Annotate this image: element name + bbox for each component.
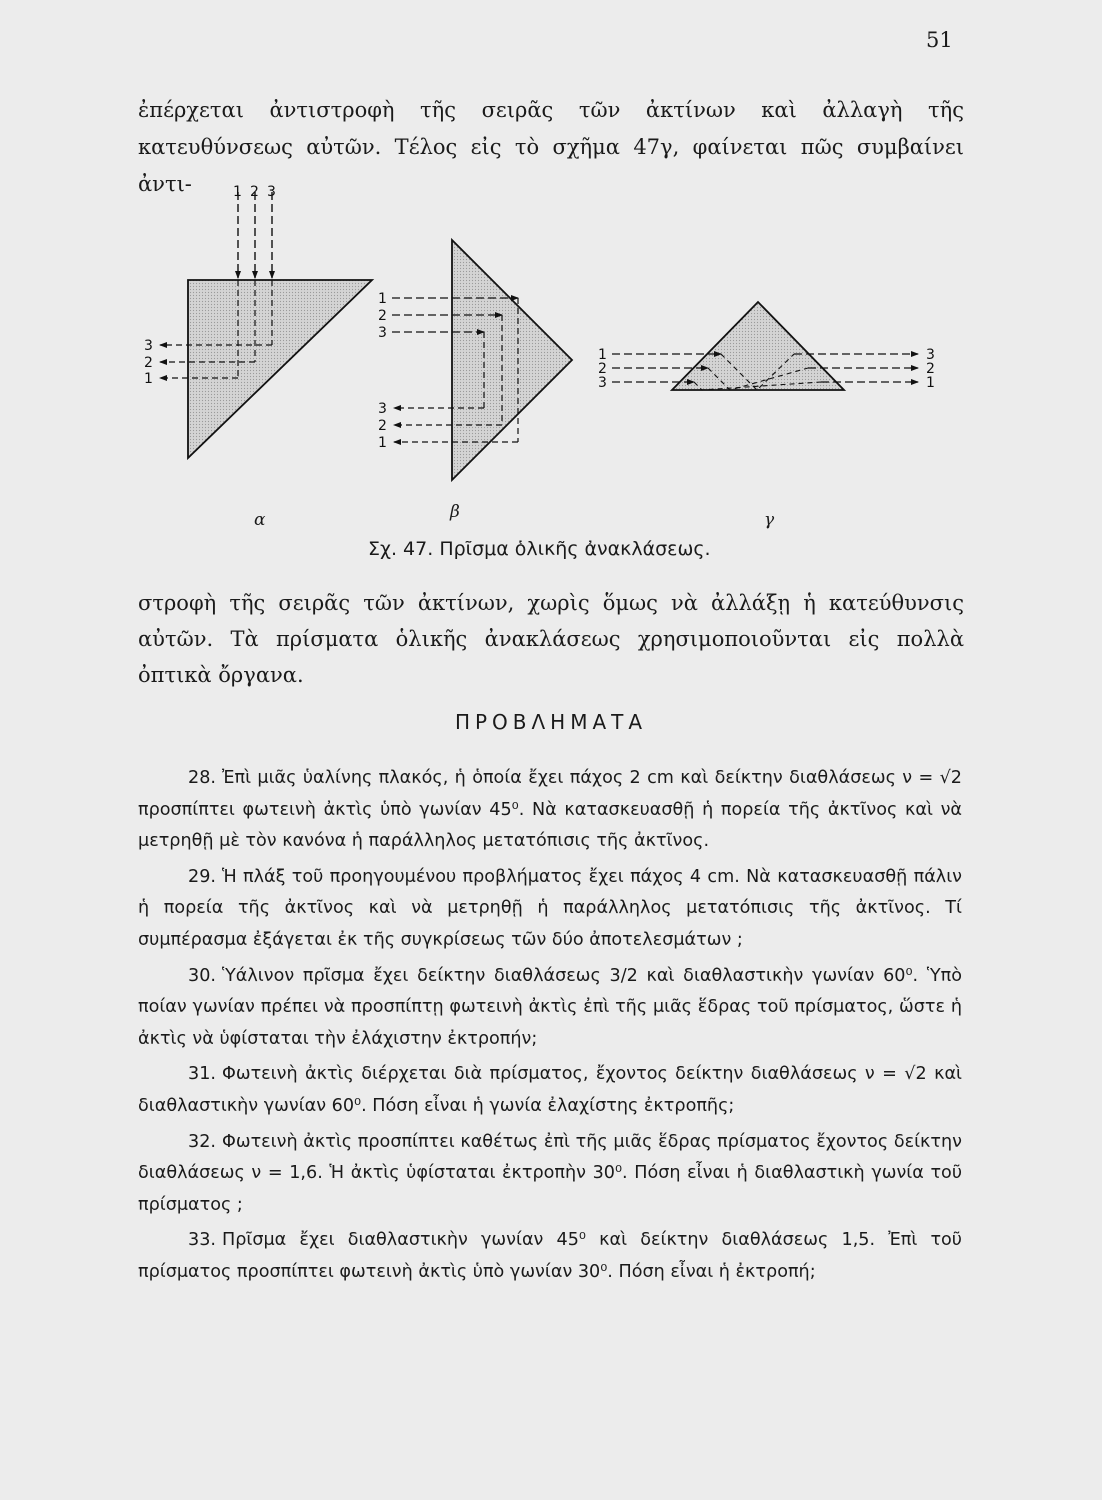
- ray-label-3: 3: [144, 338, 153, 354]
- problem-28: [138, 763, 962, 858]
- problem-text: Πρῖσμα ἔχει διαθλαστικὴν γωνίαν 45⁰ καὶ δείκτην διαθλάσεως 1,5. Ἐπὶ τοῦ πρίσματος προσπίπτει φωτεινὴ ἀκτὶς ὑπὸ γωνίαν 30⁰. Πόση εἶναι ἡ ἐκτροπή;: [138, 1230, 962, 1282]
- diagram-gamma: [612, 302, 918, 390]
- problem-number: 28.: [188, 768, 216, 788]
- ray-label-1: 1: [598, 347, 607, 363]
- page-number: 51: [926, 28, 953, 52]
- diagram-alpha: [160, 192, 372, 458]
- ray-label-3: 3: [926, 347, 935, 363]
- problem-30: [138, 961, 962, 1056]
- ray-label-2: 2: [144, 355, 153, 371]
- prism-gamma: [672, 302, 844, 390]
- figure-47: [120, 180, 960, 580]
- intro-paragraph: ἐπέρχεται ἀντιστροφὴ τῆς σειρᾶς τῶν ἀκτίνων καὶ ἀλλαγὴ τῆς κατευθύνσεως αὐτῶν. Τέλος εἰς τὸ σχῆμα 47γ, φαίνεται πῶς συμβαίνει ἀντι-: [138, 98, 964, 196]
- problem-29: [138, 862, 962, 957]
- section-title: ΠΡΟΒΛΗΜΑΤΑ: [454, 710, 648, 734]
- continuation-paragraph: στροφὴ τῆς σειρᾶς τῶν ἀκτίνων, χωρὶς ὅμως νὰ ἀλλάξῃ ἡ κατεύθυνσις αὐτῶν. Τὰ πρίσματα ὁλικῆς ἀνακλάσεως χρησιμοποιοῦνται εἰς πολλὰ ὀπτικὰ ὄργανα.: [138, 591, 964, 687]
- problem-number: 32.: [188, 1131, 216, 1152]
- ray-label-3: 3: [267, 184, 276, 200]
- ray-label-3: 3: [378, 325, 387, 341]
- figure-caption: Σχ. 47. Πρῖσμα ὁλικῆς ἀνακλάσεως.: [368, 538, 711, 560]
- ray-label-2: 2: [250, 184, 259, 200]
- ray-label-1: 1: [233, 184, 242, 200]
- label-beta: β: [450, 502, 460, 522]
- problem-text: Ἡ πλάξ τοῦ προηγουμένου προβλήματος ἔχει πάχος 4 cm. Νὰ κατασκευασθῇ πάλιν ἡ πορεία τῆς ἀκτῖνος καὶ νὰ μετρηθῇ ἡ παράλληλος μετατόπισις τῆς ἀκτῖνος. Τί συμπέρασμα ἐξάγεται ἐκ τῆς συγκρίσεως τῶν δύο ἀποτελεσμάτων ;: [138, 866, 962, 950]
- problem-number: 29.: [188, 866, 216, 887]
- problem-number: 30.: [188, 965, 216, 986]
- diagram-beta: [392, 240, 572, 480]
- label-gamma: γ: [764, 510, 775, 530]
- ray-label-3: 3: [378, 401, 387, 417]
- ray-label-3: 3: [598, 375, 607, 391]
- ray-label-2: 2: [378, 418, 387, 434]
- problem-text: Φωτεινὴ ἀκτὶς διέρχεται διὰ πρίσματος, ἔχοντος δείκτην διαθλάσεως ν = √2 καὶ διαθλαστικὴν γωνίαν 60⁰. Πόση εἶναι ἡ γωνία ἐλαχίστης ἐκτροπῆς;: [138, 1064, 962, 1116]
- ray-label-1: 1: [378, 435, 387, 451]
- problem-32: [138, 1127, 962, 1222]
- prism-diagrams: [120, 180, 960, 540]
- ray-label-1: 1: [926, 375, 935, 391]
- label-alpha: α: [254, 510, 266, 530]
- ray-label-1: 1: [144, 371, 153, 387]
- problem-text: Ἐπὶ μιᾶς ὑαλίνης πλακός, ἡ ὁποία ἔχει πάχος 2 cm καὶ δείκτην διαθλάσεως ν = √2 προσπίπτει φωτεινὴ ἀκτὶς ὑπὸ γωνίαν 45⁰. Νὰ κατασκευασθῇ ἡ πορεία τῆς ἀκτῖνος καὶ νὰ μετρηθῇ μὲ τὸν κανόνα ἡ παράλληλος μετατόπισις τῆς ἀκτῖνος.: [138, 768, 962, 852]
- prism-alpha: [188, 280, 372, 458]
- problem-text: Φωτεινὴ ἀκτὶς προσπίπτει καθέτως ἐπὶ τῆς μιᾶς ἕδρας πρίσματος ἔχοντος δείκτην διαθλάσεως ν = 1,6. Ἡ ἀκτὶς ὑφίσταται ἐκτροπὴν 30⁰. Πόση εἶναι ἡ διαθλαστικὴ γωνία τοῦ πρίσματος ;: [138, 1131, 962, 1215]
- problems-list: [138, 763, 962, 1293]
- problem-number: 33.: [188, 1230, 216, 1251]
- problem-33: [138, 1225, 962, 1288]
- ray-label-2: 2: [378, 308, 387, 324]
- prism-beta: [452, 240, 572, 480]
- ray-label-2: 2: [598, 361, 607, 377]
- problem-31: [138, 1059, 962, 1122]
- problem-text: Ὑάλινον πρῖσμα ἔχει δείκτην διαθλάσεως 3/2 καὶ διαθλαστικὴν γωνίαν 60⁰. Ὑπὸ ποίαν γωνίαν πρέπει νὰ προσπίπτῃ φωτεινὴ ἀκτὶς ἐπὶ τῆς μιᾶς ἕδρας τοῦ πρίσματος, ὥστε ἡ ἀκτὶς νὰ ὑφίσταται τὴν ἐλάχιστην ἐκτροπήν;: [138, 965, 962, 1049]
- ray-label-1: 1: [378, 291, 387, 307]
- problem-number: 31.: [188, 1064, 216, 1085]
- ray-label-2: 2: [926, 361, 935, 377]
